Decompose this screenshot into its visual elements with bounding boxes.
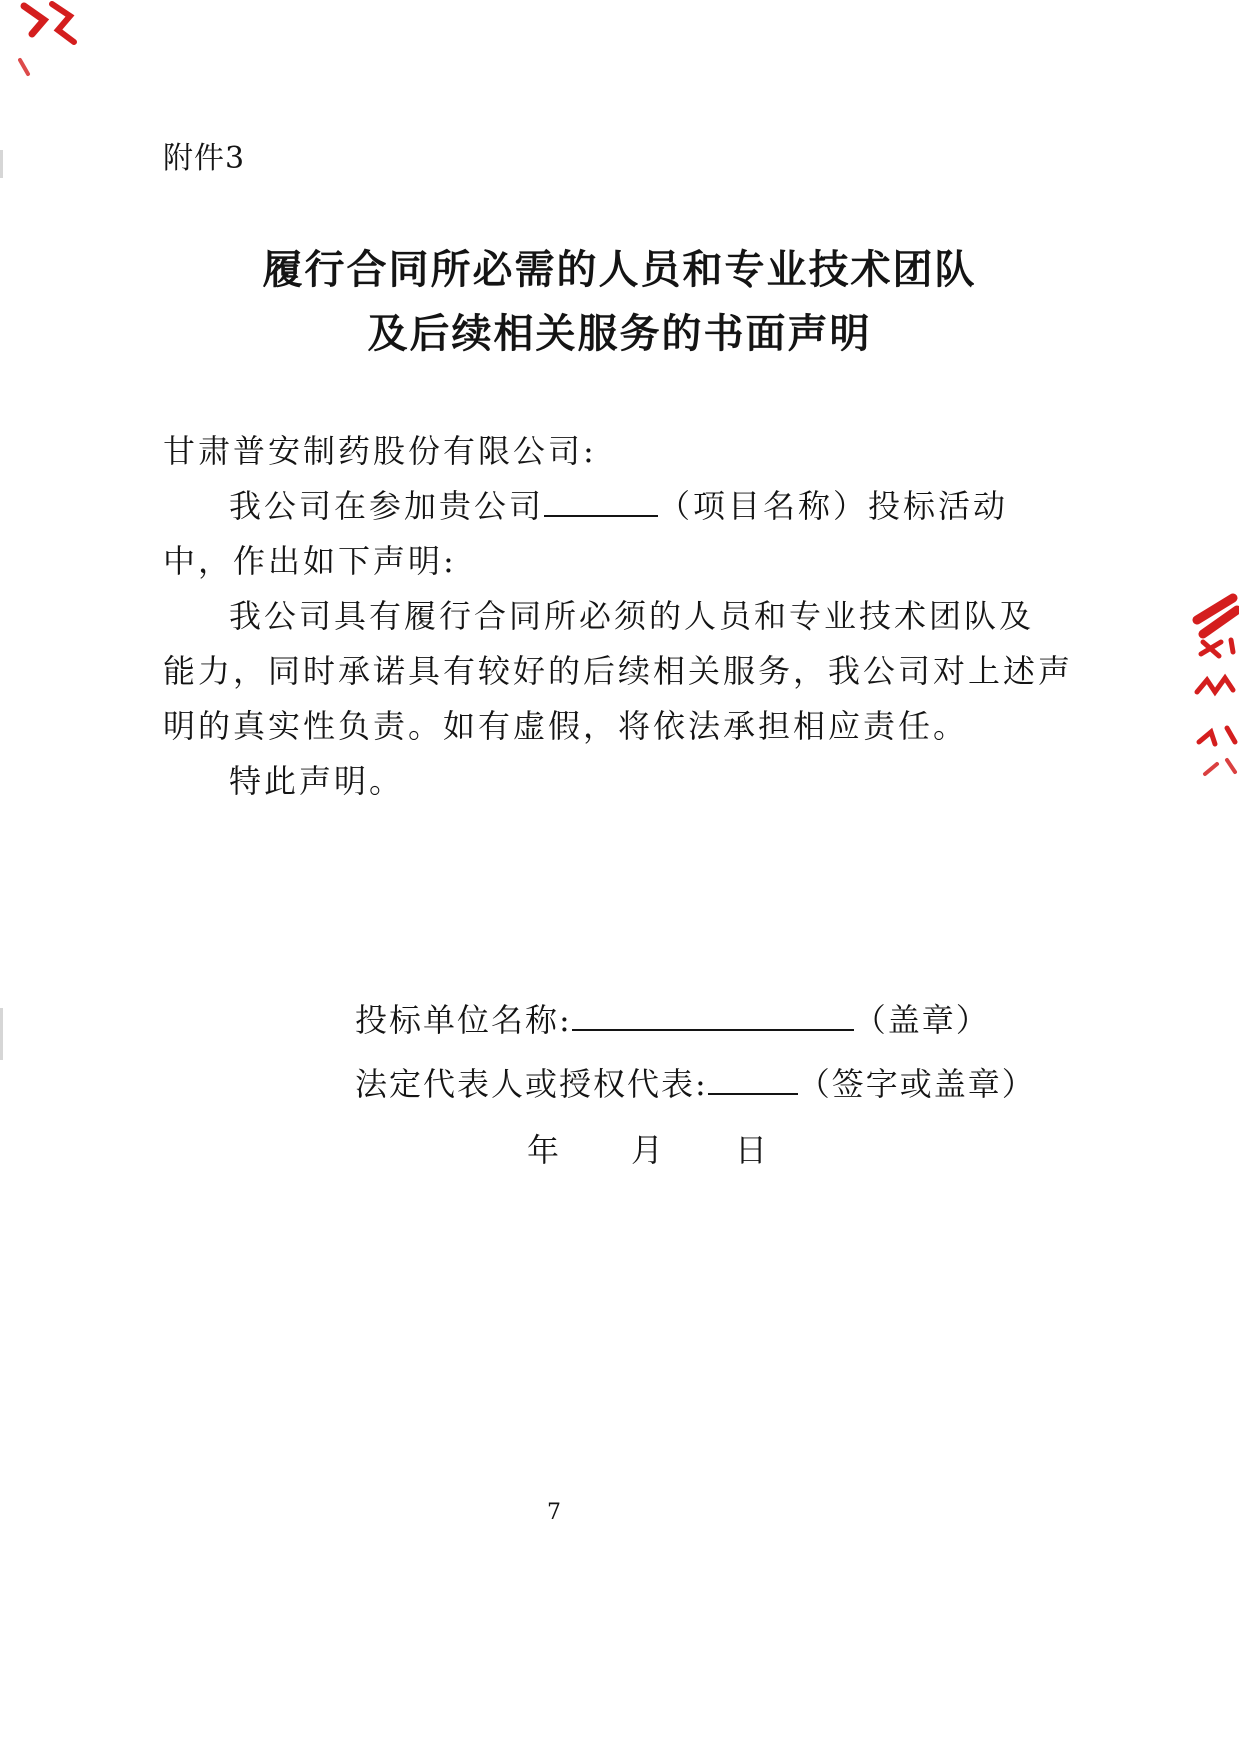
red-stamp-fragment-icon [1187,592,1239,782]
date-day-label: 日 [735,1131,770,1169]
paragraph2-line3: 明的真实性负责。如有虚假，将依法承担相应责任。 [163,707,969,745]
bidder-name-blank [572,993,854,1031]
document-title-line2: 及后续相关服务的书面声明 [367,310,872,357]
paragraph1-line1 [163,479,1093,534]
bidder-label: 投标单位名称: [355,1001,572,1039]
project-name-blank [544,479,658,517]
paragraph2-line1: 我公司具有履行合同所必须的人员和专业技术团队及 [229,597,1035,635]
signature-block [355,993,1036,1187]
paragraph1-line2: 中，作出如下声明: [163,542,457,580]
scan-edge-artifact [0,1008,3,1060]
page-number: 7 [547,1500,561,1525]
date-year-label: 年 [527,1131,562,1169]
bidder-seal-suffix: （盖章） [853,1001,990,1039]
document-title-line1: 履行合同所必需的人员和专业技术团队 [262,246,977,293]
scan-edge-artifact [0,150,3,178]
date-line [355,1130,1036,1170]
date-month-label: 月 [631,1131,666,1169]
representative-sign-suffix: （签字或盖章） [797,1065,1036,1103]
paragraph1-after-blank: （项目名称）投标活动 [658,487,1009,525]
attachment-label: 附件3 [163,141,246,176]
representative-line [355,1057,1036,1104]
paragraph1-before-blank: 我公司在参加贵公司 [229,487,545,525]
salutation: 甘肃普安制药股份有限公司: [163,432,597,470]
representative-blank [708,1057,798,1095]
red-mark-topleft-icon [18,0,78,80]
bidder-line [355,993,1036,1040]
closing-statement: 特此声明。 [229,762,405,800]
paragraph2-line2: 能力，同时承诺具有较好的后续相关服务，我公司对上述声 [163,652,1074,690]
representative-label: 法定代表人或授权代表: [355,1065,708,1103]
document-body [163,424,1093,809]
